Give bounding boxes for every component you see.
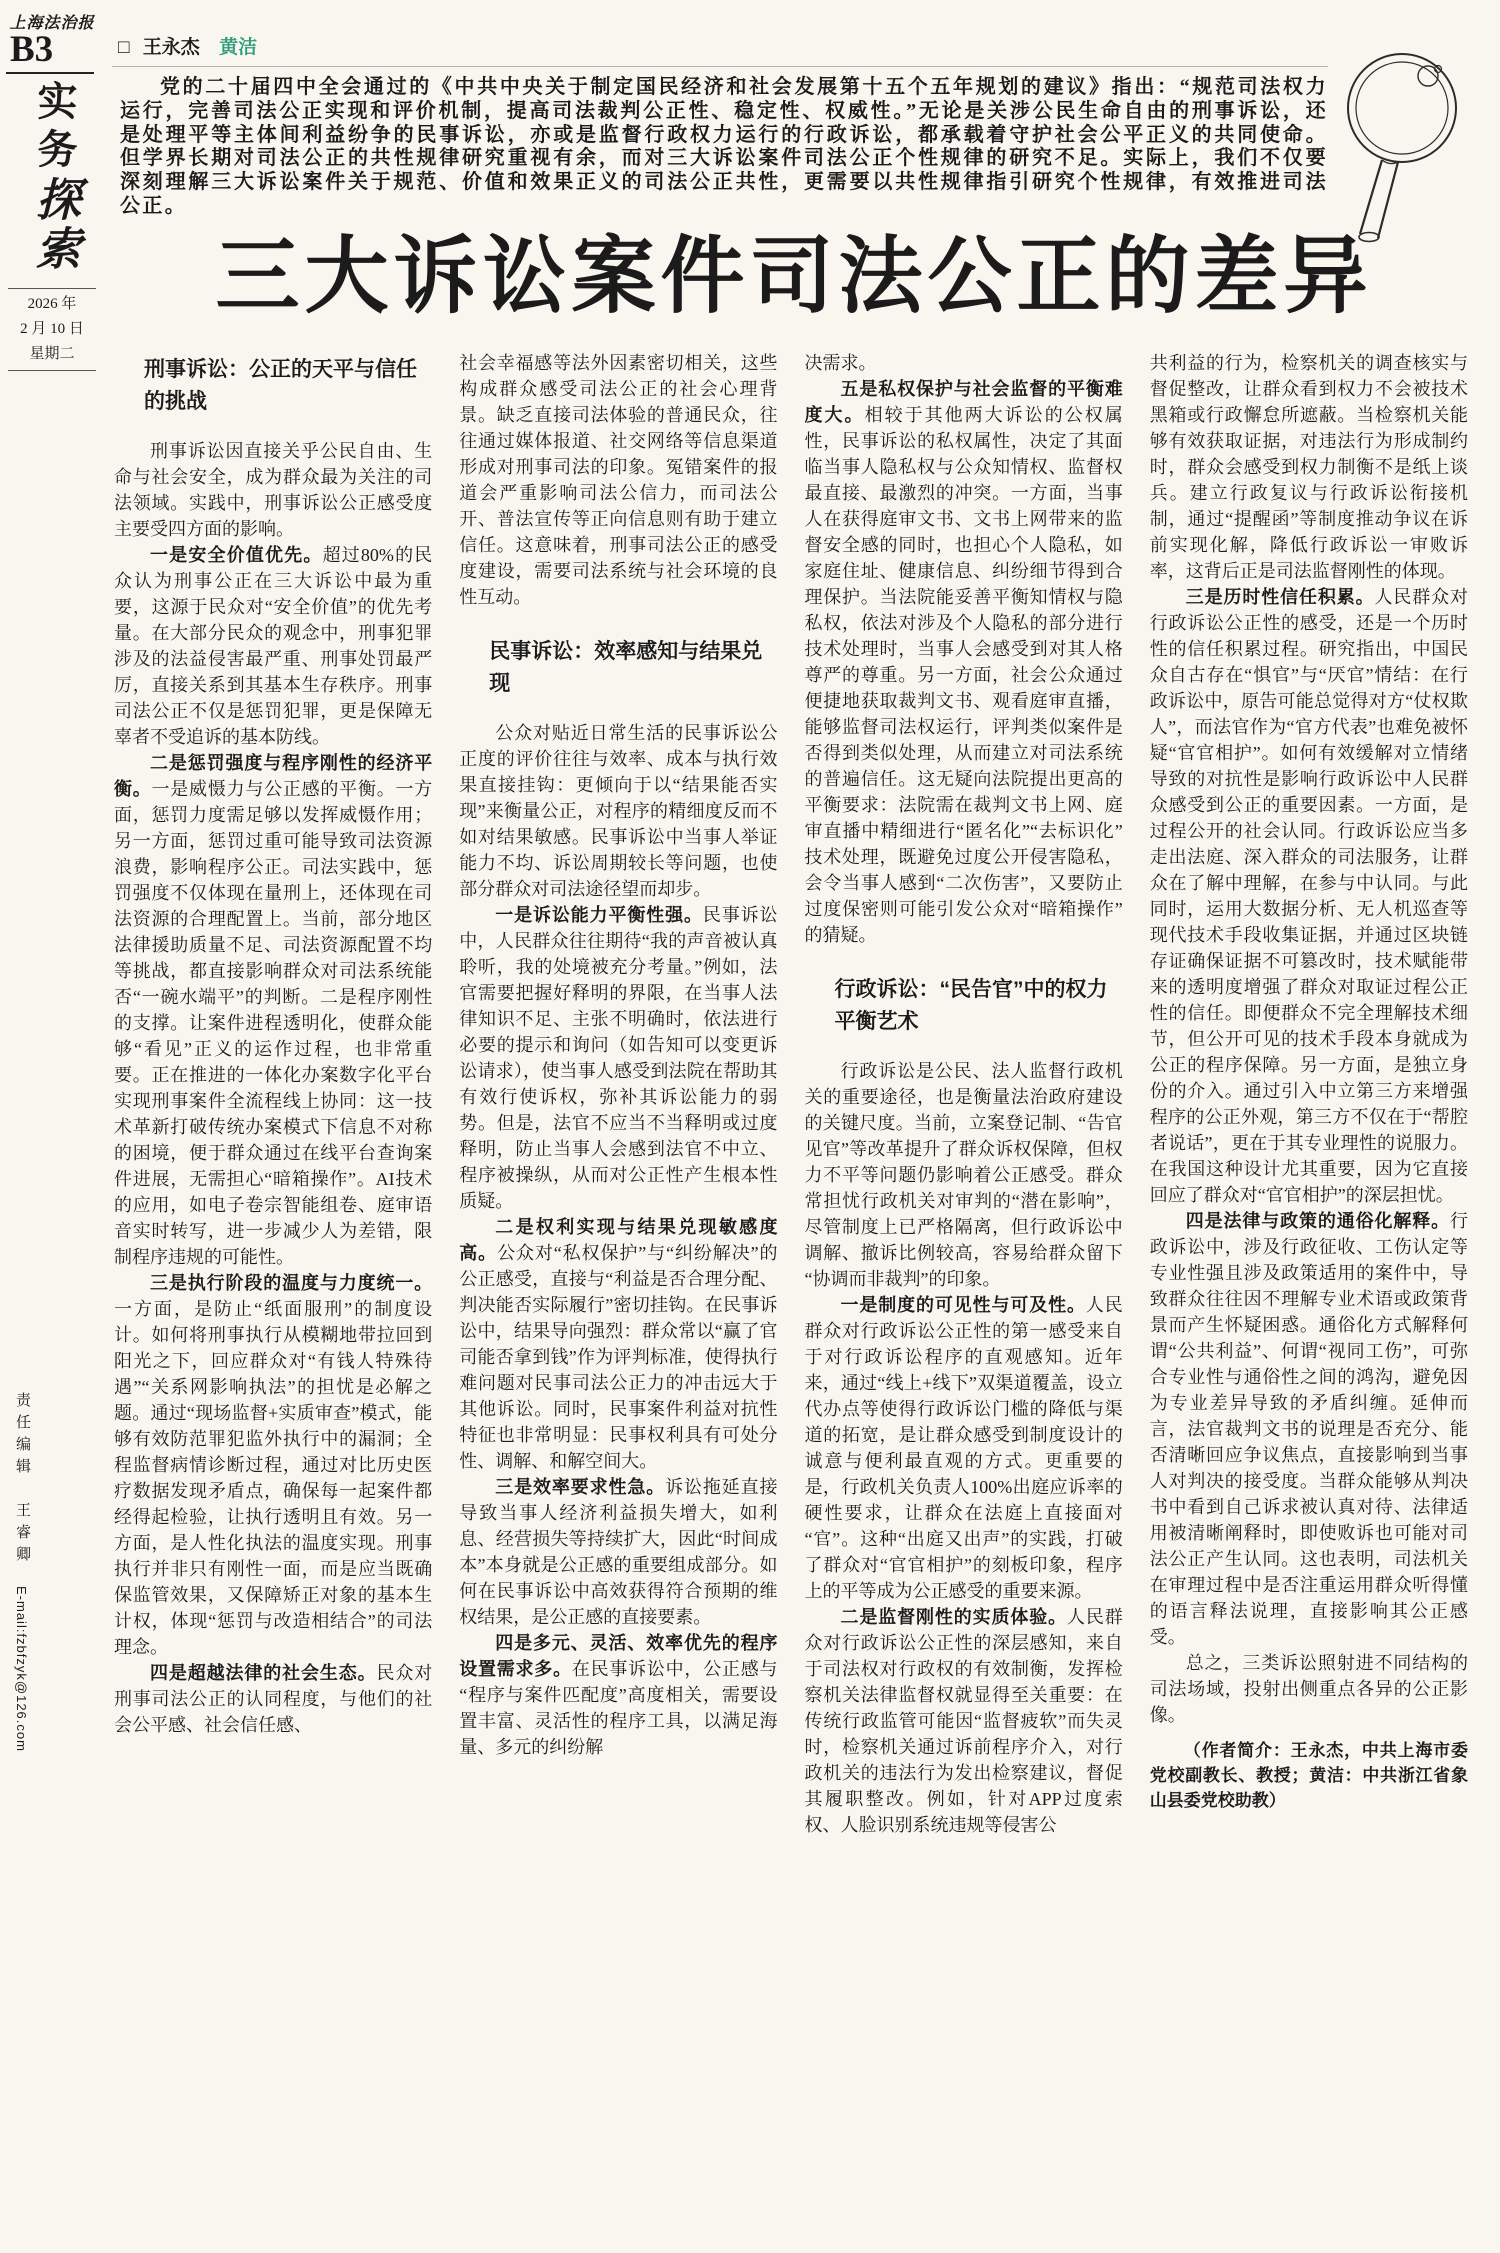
paragraph-lead: 三是执行阶段的温度与力度统一。	[150, 1273, 433, 1293]
article-paragraph: 决需求。	[804, 353, 877, 373]
publication-date	[8, 288, 96, 371]
article-paragraph: 一是安全价值优先。超过80%的民众认为刑事公正在三大诉讼中最为重要，这源于民众对“安全价值”的优先考量。在大部分民众的观念中，刑事犯罪涉及的法益侵害最严重、刑事处罚最严厉，直接关系到其基本生存秩序。刑事司法公正不仅是惩罚犯罪，更是保障无辜者不受追诉的基本防线。	[114, 545, 433, 747]
paragraph-lead: 四是法律与政策的通俗化解释。	[1185, 1211, 1450, 1231]
date-day: 2 月 10 日	[20, 321, 84, 337]
paragraph-lead: 一是制度的可见性与可及性。	[840, 1295, 1086, 1315]
page-number: B3	[10, 29, 54, 70]
responsible-editor: 责任编辑 王睿卿	[14, 1392, 30, 1568]
article-paragraph: 总之，三类诉讼照射进不同结构的司法场域，投射出侧重点各异的公正影像。	[1149, 1653, 1468, 1725]
paragraph-lead: 五是私权保护与社会监督的平衡难度大。	[804, 379, 1123, 425]
paragraph-lead: 二是惩罚强度与程序刚性的经济平衡。	[114, 753, 433, 799]
byline-square-icon: □	[118, 37, 130, 58]
article-paragraph: 社会幸福感等法外因素密切相关，这些构成群众感受司法公正的社会心理背景。缺乏直接司法体验的普通民众，往往通过媒体报道、社交网络等信息渠道形成对刑事司法的印象。冤错案件的报道会严重影响司法公信力，而司法公开、普法宣传等正向信息则有助于建立信任。这意味着，刑事司法公正的感受度建设，需要司法系统与社会环境的良性互动。	[459, 353, 778, 607]
article-column-4	[1150, 350, 1468, 2234]
magnifier-illustration	[1326, 44, 1476, 250]
byline-divider	[112, 66, 1328, 67]
article-paragraph: 三是效率要求性急。诉讼拖延直接导致当事人经济利益损失增大，如利息、经营损失等持续扩大，因此“时间成本”本身就是公正感的重要组成部分。如何在民事诉讼中高效获得符合预期的维权结果，是公正感的直接要素。	[459, 1477, 778, 1627]
article-paragraph: 公众对贴近日常生活的民事诉讼公正度的评价往往与效率、成本与执行效果直接挂钩：更倾向于以“结果能否实现”来衡量公正，对程序的精细度反而不如对结果敏感。民事诉讼中当事人举证能力不均、诉讼周期较长等问题，也使部分群众对司法途径望而却步。	[459, 723, 778, 899]
date-weekday: 星期二	[29, 346, 75, 362]
paragraph-lead: 一是诉讼能力平衡性强。	[495, 905, 703, 925]
article-paragraph: 行政诉讼是公民、法人监督行政机关的重要途径，也是衡量法治政府建设的关键尺度。当前，立案登记制、“告官见官”等改革提升了群众诉权保障，但权力不平等问题仍影响着公正感受。群众常担忧行政机关对审判的“潜在影响”，尽管制度上已严格隔离，但行政诉讼中调解、撤诉比例较高，容易给群众留下“协调而非裁判”的印象。	[804, 1061, 1123, 1289]
date-year: 2026 年	[27, 296, 77, 312]
article-paragraph: 四是法律与政策的通俗化解释。行政诉讼中，涉及行政征收、工伤认定等专业性强且涉及政策适用的案件中，导致群众往往因不理解专业术语或政策背景而产生怀疑困惑。通俗化方式解释何谓“公共利益”、何谓“视同工伤”，可弥合专业性与通俗性之间的鸿沟，避免因为专业差异导致的矛盾纠缠。延伸而言，法官裁判文书的说理是否充分、能否清晰回应争议焦点，直接影响到当事人对判决的接受度。当群众能够从判决书中看到自己诉求被认真对待、法律适用被清晰阐释时，即使败诉也可能对司法公正产生认同。这也表明，司法机关在审理过程中是否注重运用群众听得懂的语言释法说理，直接影响其公正感受。	[1149, 1211, 1468, 1647]
article-paragraph: 二是监督刚性的实质体验。人民群众对行政诉讼公正性的深层感知，来自于司法权对行政权的有效制衡，发挥检察机关法律监督权就显得至关重要：在传统行政监管可能因“监督疲软”而失灵时，检察机关通过诉前程序介入，对行政机关的违法行为发出检察建议，督促其履职整改。例如，针对APP过度索权、人脸识别系统违规等侵害公	[804, 1607, 1123, 1835]
sidebar	[0, 0, 106, 2253]
paragraph-lead: 三是历时性信任积累。	[1185, 587, 1375, 607]
section-subname-calligraphy: 探索	[29, 176, 79, 274]
article-paragraph: 刑事诉讼因直接关乎公民自由、生命与社会安全，成为群众最为关注的司法领域。实践中，刑事诉讼公正感受度主要受四方面的影响。	[114, 441, 433, 539]
article-paragraph: 三是执行阶段的温度与力度统一。一方面，是防止“纸面服刑”的制度设计。如何将刑事执行从模糊地带拉回到阳光之下，回应群众对“有钱人特殊待遇”“关系网影响执法”的担忧是必解之题。通过“现场监督+实质审查”模式，能够有效防范罪犯监外执行中的漏洞；全程监督病情诊断过程，通过对比历史医疗数据发现矛盾点，确保每一起案件都经得起检验，让执行透明且有效。另一方面，是人性化执法的温度实现。刑事执行并非只有刚性一面，而是应当既确保监管效果，又保障矫正对象的基本生计权，体现“惩罚与改造相结合”的司法理念。	[114, 1273, 433, 1657]
article-column-2	[459, 350, 777, 2234]
byline-author-1: 王永杰	[142, 37, 200, 58]
article-paragraph: 共利益的行为，检察机关的调查核实与督促整改，让群众看到权力不会被技术黑箱或行政懈怠所遮蔽。当检察机关能够有效获取证据，对违法行为形成制约时，群众会感受到权力制衡不是纸上谈兵。建立行政复议与行政诉讼衔接机制，通过“提醒函”等制度推动争议在诉前实现化解，降低行政诉讼一审败诉率，这背后正是司法监督刚性的体现。	[1149, 353, 1468, 581]
article-paragraph: 二是惩罚强度与程序刚性的经济平衡。一是威慑力与公正感的平衡。一方面，惩罚力度需足够以发挥威慑作用；另一方面，惩罚过重可能导致司法资源浪费，影响程序公正。司法实践中，惩罚强度不仅体现在量刑上，还体现在司法资源的合理配置上。当前，部分地区法律援助质量不足、司法资源配置不均等挑战，都直接影响群众对司法系统能否“一碗水端平”的判断。二是程序刚性的支撑。让案件进程透明化，使群众能够“看见”正义的运作过程，也非常重要。正在推进的一体化办案数字化平台实现刑事案件全流程线上协同：这一技术革新打破传统办案模式下信息不对称的困境，便于群众通过在线平台查询案件进展，无需担心“暗箱操作”。AI技术的应用，如电子卷宗智能组卷、庭审语音实时转写，进一步减少人为差错，限制程序违规的可能性。	[114, 753, 433, 1267]
contact-email: E-mail:fzbfzyk@126.com	[14, 1586, 29, 1752]
paragraph-lead: 二是权利实现与结果兑现敏感度高。	[459, 1217, 778, 1263]
article-paragraph: 一是制度的可见性与可及性。人民群众对行政诉讼公正性的第一感受来自于对行政诉讼程序的直观感知。近年来，通过“线上+线下”双渠道覆盖，设立代办点等使得行政诉讼门槛的降低与渠道的拓宽，是让群众感受到制度设计的诚意与便利最直观的方式。更重要的是，行政机关负责人100%出庭应诉率的硬性要求，让群众在法庭上直接面对“官”。这种“出庭又出声”的实践，打破了群众对“官官相护”的刻板印象，程序上的平等成为公正感受的重要来源。	[804, 1295, 1123, 1601]
heading-administrative: 行政诉讼：“民告官”中的权力平衡艺术	[834, 978, 1108, 1033]
article-columns	[114, 350, 1468, 2234]
paragraph-lead: 二是监督刚性的实质体验。	[840, 1607, 1067, 1627]
byline	[118, 32, 257, 59]
paragraph-lead: 一是安全价值优先。	[150, 545, 323, 565]
sidebar-divider	[6, 72, 94, 74]
intro-paragraph: 党的二十届四中全会通过的《中共中央关于制定国民经济和社会发展第十五个五年规划的建议》指出：“规范司法权力运行，完善司法公正实现和评价机制，提高司法裁判公正性、稳定性、权威性。”无论是关涉公民生命自由的刑事诉讼，还是处理平等主体间利益纷争的民事诉讼，亦或是监督行政权力运行的行政诉讼，都承载着守护社会公平正义的共同使命。但学界长期对司法公正的共性规律研究重视有余，而对三大诉讼案件司法公正个性规律的研究不足。实际上，我们不仅要深刻理解三大诉讼案件关于规范、价值和效果正义的司法公正共性，更需要以共性规律指引研究个性规律，有效推进司法公正。	[120, 76, 1328, 217]
article-paragraph: 四是多元、灵活、效率优先的程序设置需求多。在民事诉讼中，公正感与“程序与案件匹配度”高度相关，需要设置丰富、灵活性的程序工具，以满足海量、多元的纠纷解	[459, 1633, 778, 1757]
author-bio: （作者简介：王永杰，中共上海市委党校副教长、教授；黄洁：中共浙江省象山县委党校助教）	[1149, 1741, 1468, 1810]
article-paragraph: 五是私权保护与社会监督的平衡难度大。相较于其他两大诉讼的公权属性，民事诉讼的私权属性，决定了其面临当事人隐私权与公众知情权、监督权最直接、最激烈的冲突。一方面，当事人在获得庭审文书、文书上网带来的监督安全感的同时，也担心个人隐私，如家庭住址、健康信息、纠纷细节得到合理保护。当法院能妥善平衡知情权与隐私权，依法对涉及个人隐私的部分进行技术处理时，当事人会感受到对其人格尊严的尊重。另一方面，社会公众通过便捷地获取裁判文书、观看庭审直播，能够监督司法权运行，评判类似案件是否得到类似处理，从而建立对司法系统的普遍信任。这无疑向法院提出更高的平衡要求：法院需在裁判文书上网、庭审直播中精细进行“匿名化”“去标识化”技术处理，既避免过度公开侵害隐私，会令当事人感到“二次伤害”，又要防止过度保密则可能引发公众对“暗箱操作”的猜疑。	[804, 379, 1123, 945]
headline: 三大诉讼案件司法公正的差异	[215, 229, 1373, 323]
main-content	[112, 30, 1476, 2230]
article-paragraph: 三是历时性信任积累。人民群众对行政诉讼公正性的感受，还是一个历时性的信任积累过程。研究指出，中国民众自古存在“惧官”与“厌官”情结：在行政诉讼中，原告可能总觉得对方“仗权欺人”，而法官作为“官方代表”也难免被怀疑“官官相护”。如何有效缓解对立情绪导致的对抗性是影响行政诉讼中人民群众感受到公正的重要因素。一方面，是过程公开的社会认同。行政诉讼应当多走出法庭、深入群众的司法服务，让群众在了解中理解，在参与中认同。与此同时，运用大数据分析、无人机巡查等现代技术手段收集证据，并通过区块链存证确保证据不可篡改时，技术赋能带来的透明度增强了群众对取证过程公正性的信任。即便群众不完全理解技术细节，但公开可见的技术手段本身就成为公正的程序保障。另一方面，是独立身份的介入。通过引入中立第三方来增强程序的公正外观，第三方不仅在于“帮腔者说话”，更在于其专业理性的说服力。在我国这种设计尤其重要，因为它直接回应了群众对“官官相护”的深层担忧。	[1149, 587, 1468, 1205]
article-paragraph: 四是超越法律的社会生态。民众对刑事司法公正的认同程度，与他们的社会公平感、社会信任感、	[114, 1663, 433, 1735]
paragraph-lead: 四是超越法律的社会生态。	[150, 1663, 377, 1683]
article-paragraph: 二是权利实现与结果兑现敏感度高。公众对“私权保护”与“纠纷解决”的公正感受，直接与“利益是否合理分配、判决能否实际履行”密切挂钩。在民事诉讼中，结果导向强烈：群众常以“赢了官司能否拿到钱”作为评判标准，使得执行难问题对民事司法公正力的冲击远大于其他诉讼。同时，民事案件利益对抗性特征也非常明显：民事权利具有可处分性、调解、和解空间大。	[459, 1217, 778, 1471]
paragraph-lead: 三是效率要求性急。	[495, 1477, 666, 1497]
section-name: 实务	[32, 80, 77, 176]
heading-criminal: 刑事诉讼：公正的天平与信任的挑战	[144, 358, 417, 413]
byline-author-2: 黄洁	[219, 37, 258, 58]
masthead-logo: 上海法治报	[9, 15, 95, 32]
article-column-3	[805, 350, 1123, 2234]
heading-civil: 民事诉讼：效率感知与结果兑现	[489, 640, 763, 695]
article-paragraph: 一是诉讼能力平衡性强。民事诉讼中，人民群众往往期待“我的声音被认真聆听，我的处境被充分考量。”例如，法官需要把握好释明的界限，在当事人法律知识不足、主张不明确时，依法进行必要的提示和询问（如告知可以变更诉讼请求），使当事人感受到法院在帮助其有效行使诉权，弥补其诉讼能力的弱势。但是，法官不应当不当释明或过度释明，防止当事人会感到法官不中立、程序被操纵，从而对公正性产生根本性质疑。	[459, 905, 778, 1211]
paragraph-lead: 四是多元、灵活、效率优先的程序设置需求多。	[459, 1633, 778, 1679]
article-column-1	[114, 350, 432, 2234]
